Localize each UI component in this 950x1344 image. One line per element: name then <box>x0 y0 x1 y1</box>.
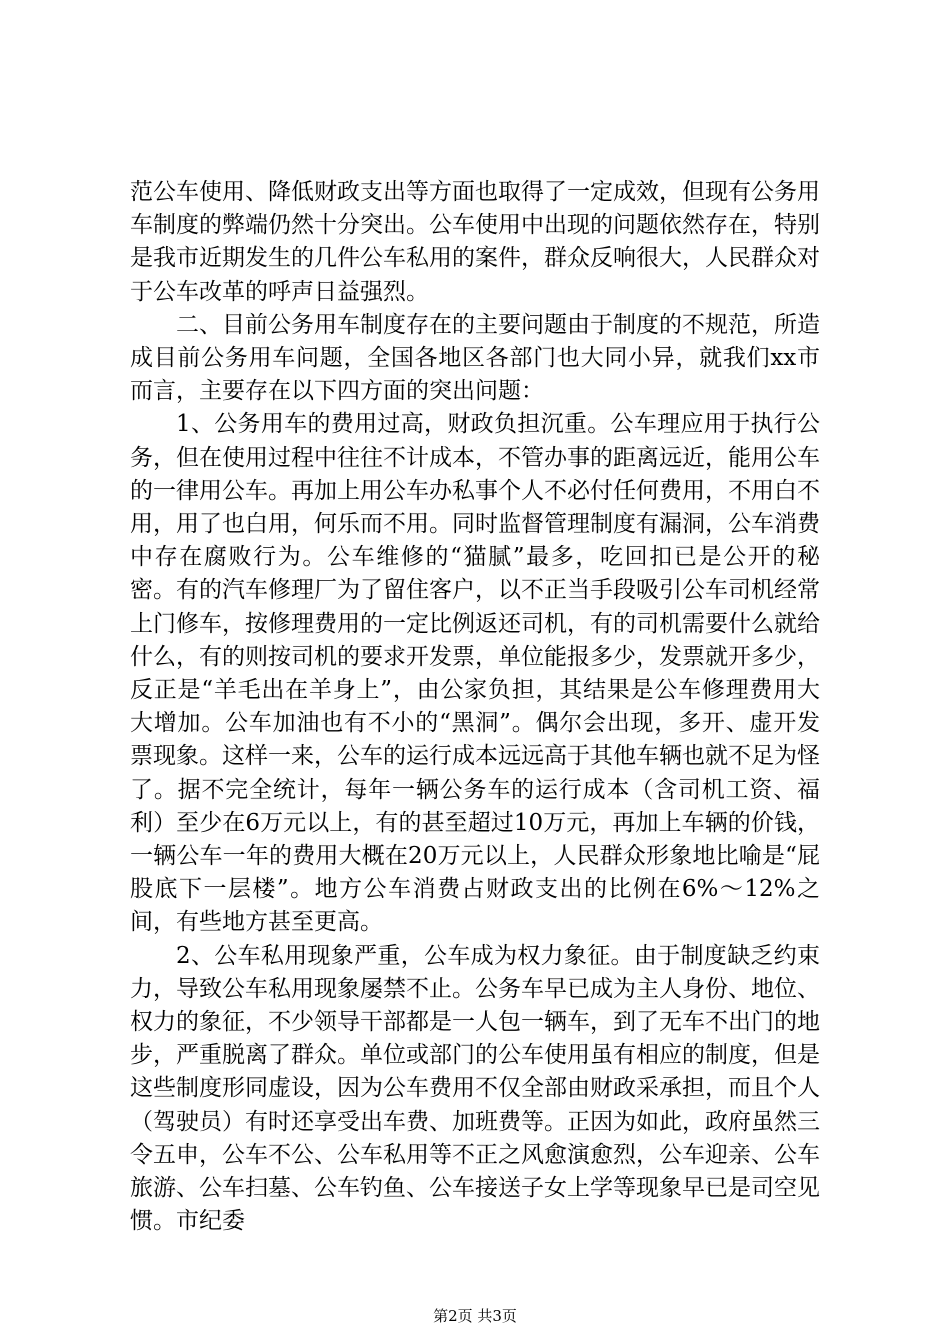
paragraph-continuation: 范公车使用、降低财政支出等方面也取得了一定成效，但现有公务用车制度的弊端仍然十分突出。公车使用中出现的问题依然存在，特别是我市近期发生的几件公车私用的案件，群众反响很大，人民群众对于公车改革的呼声日益强烈。 <box>130 179 820 305</box>
paragraph-section-two: 二、目前公务用车制度存在的主要问题由于制度的不规范，所造成目前公务用车问题，全国各地区各部门也大同小异，就我们xx市而言，主要存在以下四方面的突出问题： <box>130 311 820 405</box>
paragraph-point-two: 2、公车私用现象严重，公车成为权力象征。由于制度缺乏约束力，导致公车私用现象屡禁不止。公务车早已成为主人身份、地位、权力的象征，不少领导干部都是一人包一辆车，到了无车不出门的地步，严重脱离了群众。单位或部门的公车使用虽有相应的制度，但是这些制度形同虚设，因为公车费用不仅全部由财政采承担，而且个人（驾驶员）有时还享受出车费、加班费等。正因为如此，政府虽然三令五申，公车不公、公车私用等不正之风愈演愈烈，公车迎亲、公车旅游、公车扫墓、公车钓鱼、公车接送子女上学等现象早已是司空见惯。市纪委 <box>130 942 820 1235</box>
paragraph-point-one: 1、公务用车的费用过高，财政负担沉重。公车理应用于执行公务，但在使用过程中往往不计成本，不管办事的距离远近，能用公车的一律用公车。再加上用公车办私事个人不必付任何费用，不用白不用，用了也白用，何乐而不用。同时监督管理制度有漏洞，公车消费中存在腐败行为。公车维修的“猫腻”最多，吃回扣已是公开的秘密。有的汽车修理厂为了留住客户，以不正当手段吸引公车司机经常上门修车，按修理费用的一定比例返还司机，有的司机需要什么就给什么，有的则按司机的要求开发票，单位能报多少，发票就开多少，反正是“羊毛出在羊身上”，由公家负担，其结果是公车修理费用大大增加。公车加油也有不小的“黑洞”。偶尔会出现，多开、虚开发票现象。这样一来，公车的运行成本远远高于其他车辆也就不足为怪了。据不完全统计，每年一辆公务车的运行成本（含司机工资、福利）至少在6万元以上，有的甚至超过10万元，再加上车辆的价钱，一辆公车一年的费用大概在20万元以上，人民群众形象地比喻是“屁股底下一层楼”。地方公车消费占财政支出的比例在6%～12%之间，有些地方甚至更高。 <box>130 411 820 936</box>
page-number-footer: 第2页 共3页 <box>433 1307 517 1325</box>
document-body <box>130 176 820 1239</box>
